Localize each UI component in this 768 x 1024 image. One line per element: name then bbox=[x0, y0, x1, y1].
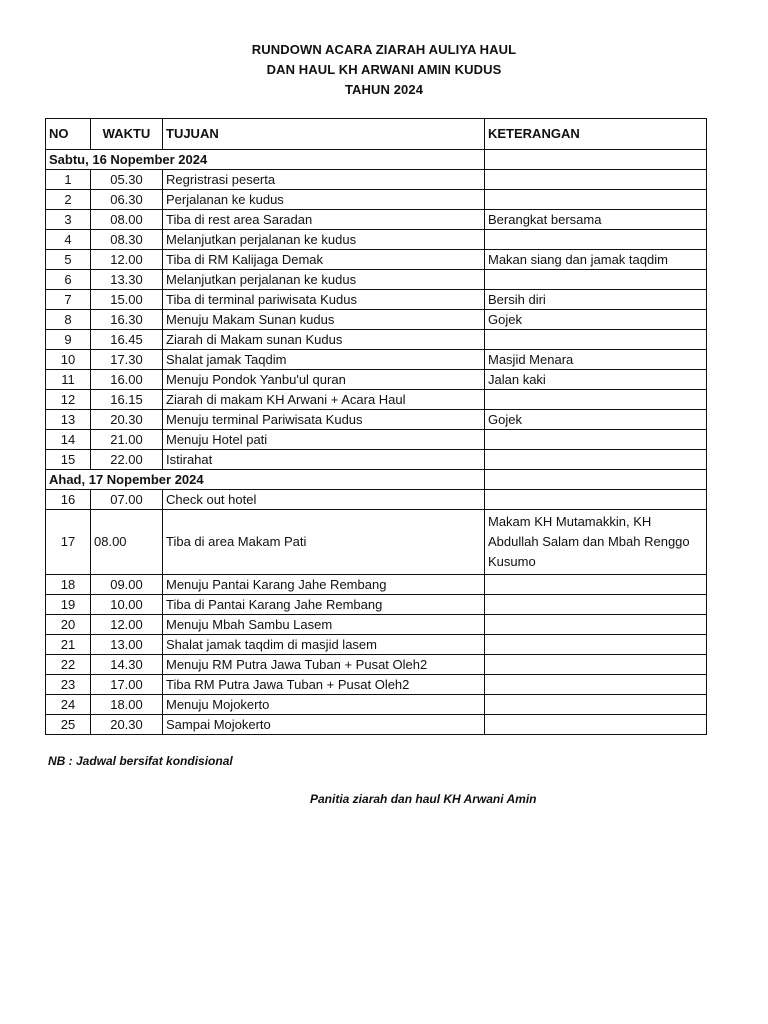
cell-waktu: 05.30 bbox=[91, 170, 163, 190]
table-row bbox=[46, 635, 707, 655]
cell-no: 1 bbox=[46, 170, 91, 190]
cell-waktu: 17.30 bbox=[91, 350, 163, 370]
cell-tujuan: Melanjutkan perjalanan ke kudus bbox=[163, 270, 485, 290]
cell-waktu: 08.00 bbox=[91, 210, 163, 230]
title-line-1: RUNDOWN ACARA ZIARAH AULIYA HAUL bbox=[251, 42, 517, 57]
cell-waktu: 16.30 bbox=[91, 310, 163, 330]
cell-waktu: 21.00 bbox=[91, 430, 163, 450]
cell-keterangan: Bersih diri bbox=[485, 290, 707, 310]
cell-keterangan bbox=[485, 615, 707, 635]
cell-no: 3 bbox=[46, 210, 91, 230]
cell-waktu: 10.00 bbox=[91, 595, 163, 615]
header-waktu: WAKTU bbox=[91, 119, 163, 150]
table-row bbox=[46, 370, 707, 390]
cell-no: 17 bbox=[46, 510, 91, 575]
cell-keterangan bbox=[485, 450, 707, 470]
table-row bbox=[46, 595, 707, 615]
cell-keterangan bbox=[485, 230, 707, 250]
header-tujuan: TUJUAN bbox=[163, 119, 485, 150]
cell-tujuan: Melanjutkan perjalanan ke kudus bbox=[163, 230, 485, 250]
cell-tujuan: Menuju Mojokerto bbox=[163, 695, 485, 715]
cell-waktu: 13.30 bbox=[91, 270, 163, 290]
table-row bbox=[46, 430, 707, 450]
table-row bbox=[46, 350, 707, 370]
cell-no: 15 bbox=[46, 450, 91, 470]
cell-tujuan: Ziarah di Makam sunan Kudus bbox=[163, 330, 485, 350]
table-row bbox=[46, 615, 707, 635]
cell-no: 25 bbox=[46, 715, 91, 735]
cell-no: 7 bbox=[46, 290, 91, 310]
cell-tujuan: Istirahat bbox=[163, 450, 485, 470]
cell-waktu: 09.00 bbox=[91, 575, 163, 595]
cell-no: 11 bbox=[46, 370, 91, 390]
header-keterangan: KETERANGAN bbox=[485, 119, 707, 150]
signature: Panitia ziarah dan haul KH Arwani Amin bbox=[310, 792, 537, 806]
table-row bbox=[46, 310, 707, 330]
cell-no: 16 bbox=[46, 490, 91, 510]
cell-tujuan: Menuju Hotel pati bbox=[163, 430, 485, 450]
table-row bbox=[46, 190, 707, 210]
cell-waktu: 07.00 bbox=[91, 490, 163, 510]
table-row bbox=[46, 675, 707, 695]
table-row bbox=[46, 695, 707, 715]
cell-keterangan bbox=[485, 575, 707, 595]
cell-tujuan: Perjalanan ke kudus bbox=[163, 190, 485, 210]
cell-no: 4 bbox=[46, 230, 91, 250]
cell-tujuan: Tiba di terminal pariwisata Kudus bbox=[163, 290, 485, 310]
cell-keterangan: Makan siang dan jamak taqdim bbox=[485, 250, 707, 270]
cell-no: 18 bbox=[46, 575, 91, 595]
table-row bbox=[46, 230, 707, 250]
rundown-table bbox=[45, 118, 707, 735]
cell-waktu: 20.30 bbox=[91, 410, 163, 430]
table-header-row bbox=[46, 119, 707, 150]
cell-keterangan: Berangkat bersama bbox=[485, 210, 707, 230]
cell-no: 10 bbox=[46, 350, 91, 370]
day-header-row bbox=[46, 150, 707, 170]
document-title bbox=[0, 40, 768, 100]
cell-waktu: 08.30 bbox=[91, 230, 163, 250]
table-row bbox=[46, 575, 707, 595]
cell-keterangan bbox=[485, 270, 707, 290]
table-row bbox=[46, 410, 707, 430]
cell-waktu: 15.00 bbox=[91, 290, 163, 310]
table-row bbox=[46, 330, 707, 350]
table-row bbox=[46, 270, 707, 290]
cell-tujuan: Sampai Mojokerto bbox=[163, 715, 485, 735]
cell-no: 20 bbox=[46, 615, 91, 635]
cell-waktu: 18.00 bbox=[91, 695, 163, 715]
cell-tujuan: Menuju RM Putra Jawa Tuban + Pusat Oleh2 bbox=[163, 655, 485, 675]
cell-tujuan: Tiba RM Putra Jawa Tuban + Pusat Oleh2 bbox=[163, 675, 485, 695]
table-row bbox=[46, 210, 707, 230]
title-line-2: DAN HAUL KH ARWANI AMIN KUDUS bbox=[266, 62, 502, 77]
cell-waktu: 17.00 bbox=[91, 675, 163, 695]
cell-tujuan: Menuju Pantai Karang Jahe Rembang bbox=[163, 575, 485, 595]
cell-keterangan: Makam KH Mutamakkin, KH Abdullah Salam dan Mbah Renggo Kusumo bbox=[485, 510, 707, 575]
cell-no: 5 bbox=[46, 250, 91, 270]
cell-keterangan bbox=[485, 390, 707, 410]
cell-tujuan: Menuju terminal Pariwisata Kudus bbox=[163, 410, 485, 430]
cell-keterangan bbox=[485, 635, 707, 655]
cell-keterangan bbox=[485, 330, 707, 350]
day-keterangan-cell bbox=[485, 470, 707, 490]
cell-keterangan bbox=[485, 170, 707, 190]
cell-tujuan: Menuju Mbah Sambu Lasem bbox=[163, 615, 485, 635]
cell-keterangan bbox=[485, 715, 707, 735]
cell-waktu: 20.30 bbox=[91, 715, 163, 735]
table-row bbox=[46, 450, 707, 470]
cell-tujuan: Menuju Pondok Yanbu'ul quran bbox=[163, 370, 485, 390]
cell-keterangan bbox=[485, 695, 707, 715]
cell-keterangan: Jalan kaki bbox=[485, 370, 707, 390]
cell-keterangan: Gojek bbox=[485, 410, 707, 430]
cell-keterangan: Gojek bbox=[485, 310, 707, 330]
cell-tujuan: Tiba di area Makam Pati bbox=[163, 510, 485, 575]
day-keterangan-cell bbox=[485, 150, 707, 170]
cell-no: 8 bbox=[46, 310, 91, 330]
cell-waktu: 06.30 bbox=[91, 190, 163, 210]
cell-tujuan: Shalat jamak Taqdim bbox=[163, 350, 485, 370]
cell-no: 23 bbox=[46, 675, 91, 695]
cell-waktu: 12.00 bbox=[91, 250, 163, 270]
table-row bbox=[46, 715, 707, 735]
cell-tujuan: Regristrasi peserta bbox=[163, 170, 485, 190]
cell-keterangan bbox=[485, 595, 707, 615]
table-row bbox=[46, 250, 707, 270]
cell-tujuan: Tiba di RM Kalijaga Demak bbox=[163, 250, 485, 270]
table-row bbox=[46, 655, 707, 675]
cell-tujuan: Check out hotel bbox=[163, 490, 485, 510]
cell-no: 14 bbox=[46, 430, 91, 450]
cell-keterangan bbox=[485, 655, 707, 675]
table-row bbox=[46, 490, 707, 510]
cell-waktu: 16.00 bbox=[91, 370, 163, 390]
cell-keterangan: Masjid Menara bbox=[485, 350, 707, 370]
cell-tujuan: Ziarah di makam KH Arwani + Acara Haul bbox=[163, 390, 485, 410]
cell-keterangan bbox=[485, 190, 707, 210]
cell-waktu: 08.00 bbox=[91, 510, 163, 575]
title-line-3: TAHUN 2024 bbox=[344, 82, 424, 97]
table-row bbox=[46, 290, 707, 310]
cell-tujuan: Tiba di Pantai Karang Jahe Rembang bbox=[163, 595, 485, 615]
cell-tujuan: Menuju Makam Sunan kudus bbox=[163, 310, 485, 330]
cell-waktu: 12.00 bbox=[91, 615, 163, 635]
header-no: NO bbox=[46, 119, 91, 150]
day-header-row bbox=[46, 470, 707, 490]
cell-no: 2 bbox=[46, 190, 91, 210]
cell-waktu: 14.30 bbox=[91, 655, 163, 675]
table-body bbox=[46, 150, 707, 735]
cell-no: 19 bbox=[46, 595, 91, 615]
cell-waktu: 16.45 bbox=[91, 330, 163, 350]
cell-no: 12 bbox=[46, 390, 91, 410]
day-label: Ahad, 17 Nopember 2024 bbox=[46, 470, 485, 490]
cell-keterangan bbox=[485, 430, 707, 450]
cell-no: 22 bbox=[46, 655, 91, 675]
cell-no: 21 bbox=[46, 635, 91, 655]
table-row bbox=[46, 170, 707, 190]
cell-no: 9 bbox=[46, 330, 91, 350]
cell-no: 6 bbox=[46, 270, 91, 290]
cell-no: 24 bbox=[46, 695, 91, 715]
cell-tujuan: Tiba di rest area Saradan bbox=[163, 210, 485, 230]
table-row bbox=[46, 390, 707, 410]
cell-waktu: 13.00 bbox=[91, 635, 163, 655]
cell-keterangan bbox=[485, 490, 707, 510]
cell-waktu: 16.15 bbox=[91, 390, 163, 410]
cell-keterangan bbox=[485, 675, 707, 695]
cell-no: 13 bbox=[46, 410, 91, 430]
footnote: NB : Jadwal bersifat kondisional bbox=[48, 754, 233, 768]
cell-tujuan: Shalat jamak taqdim di masjid lasem bbox=[163, 635, 485, 655]
table-row bbox=[46, 510, 707, 575]
cell-waktu: 22.00 bbox=[91, 450, 163, 470]
day-label: Sabtu, 16 Nopember 2024 bbox=[46, 150, 485, 170]
